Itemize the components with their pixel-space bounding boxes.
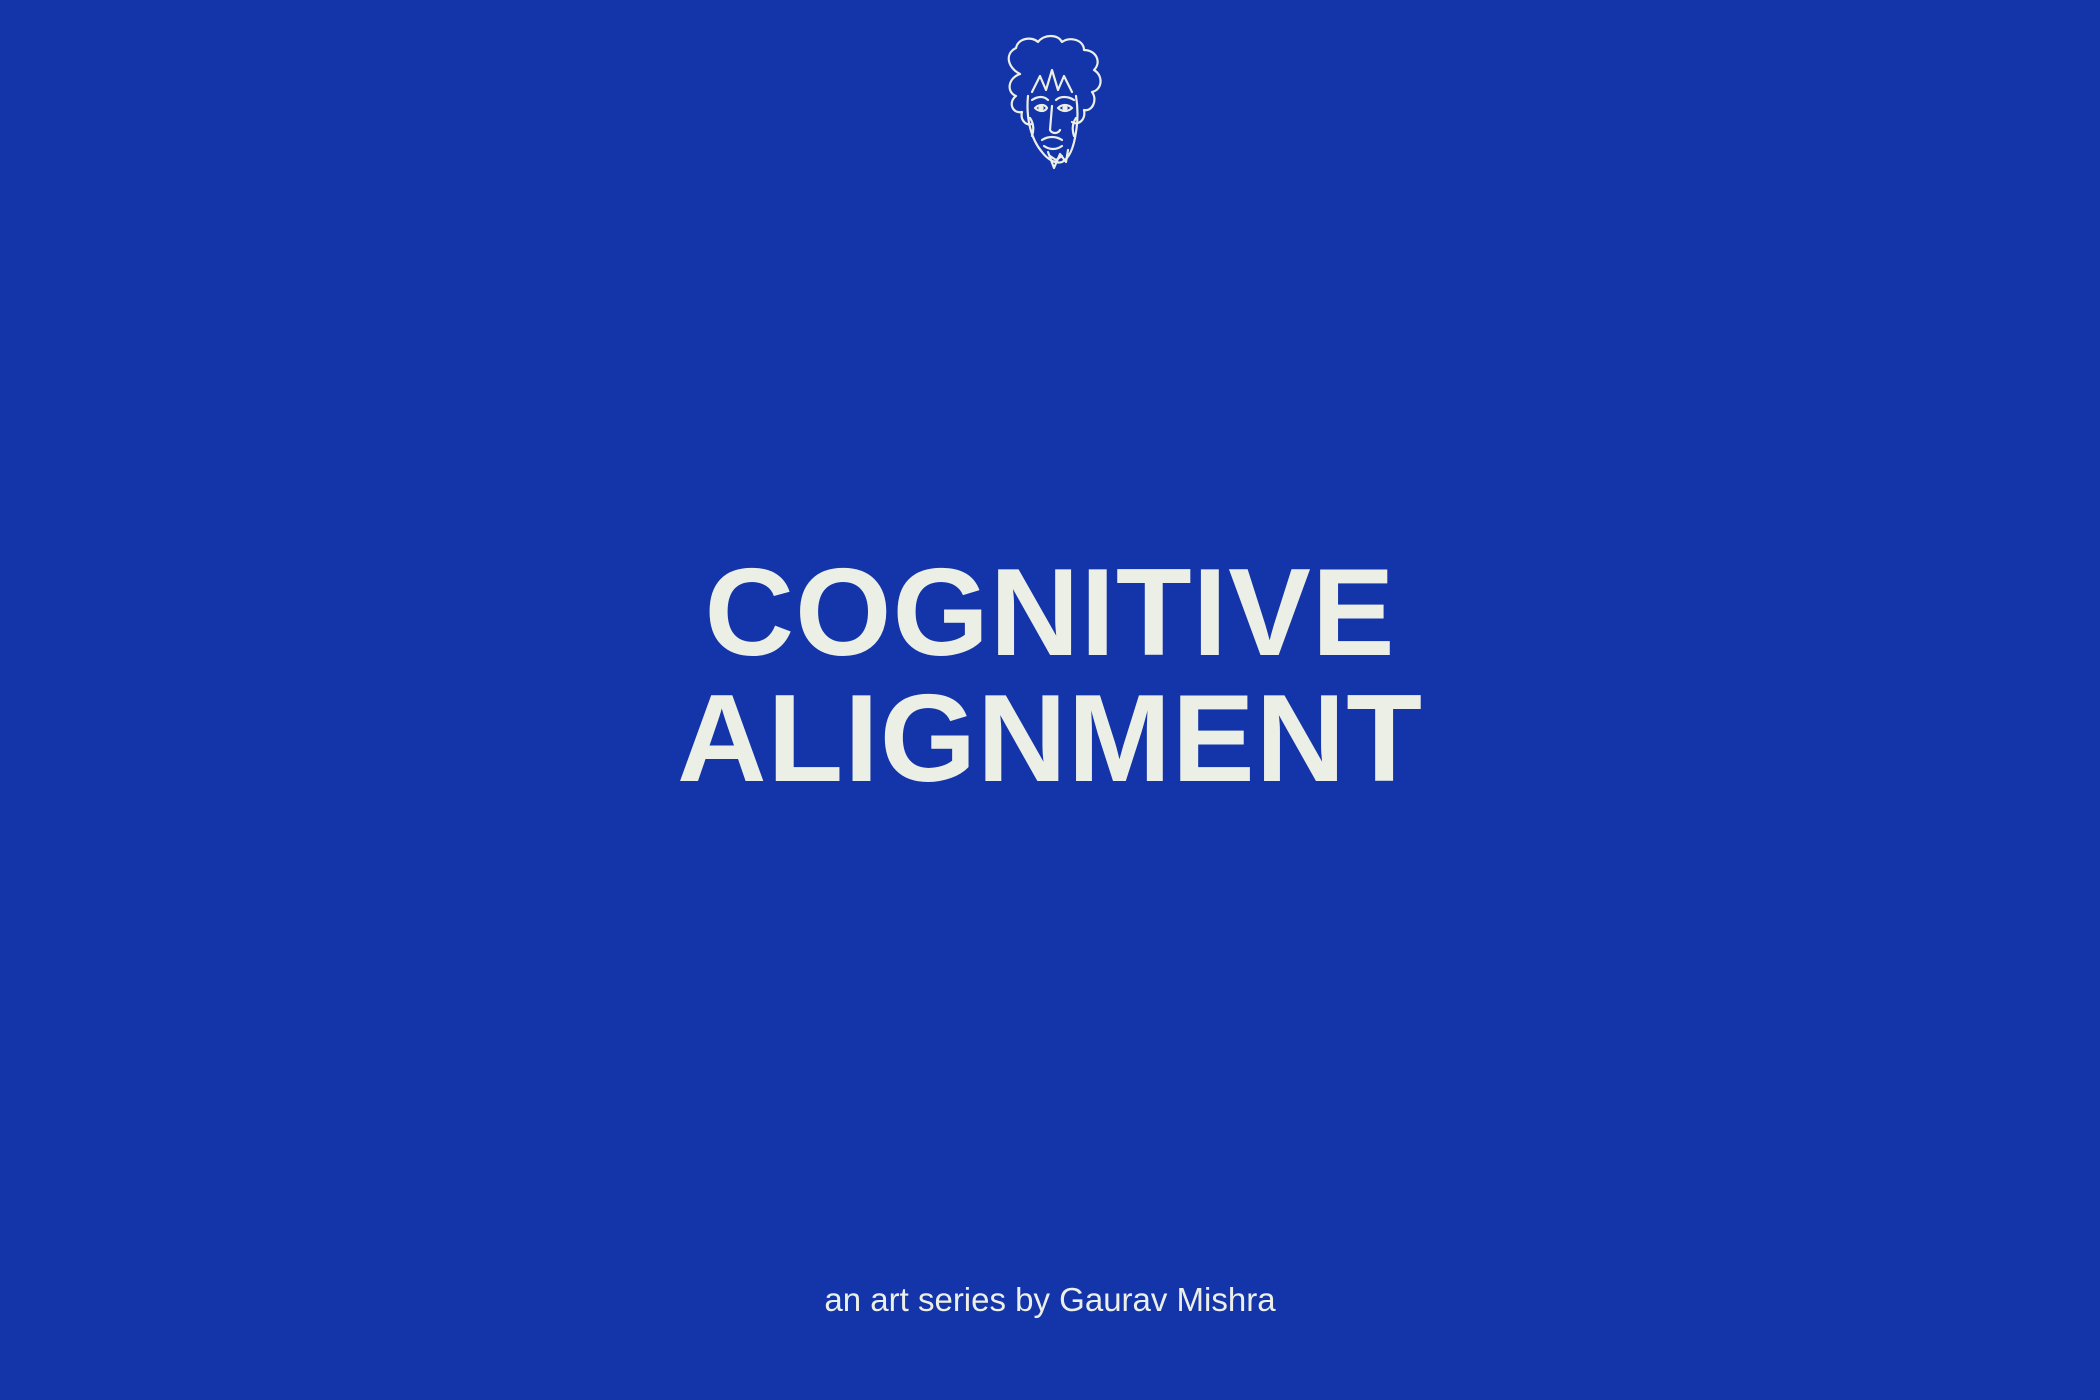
- title-line-1: COGNITIVE: [704, 544, 1396, 682]
- author-credit: an art series by Gaurav Mishra: [824, 1281, 1276, 1318]
- page-title: [0, 544, 2100, 808]
- title-line-2: ALIGNMENT: [676, 670, 1424, 808]
- face-line-art-icon[interactable]: [990, 34, 1114, 174]
